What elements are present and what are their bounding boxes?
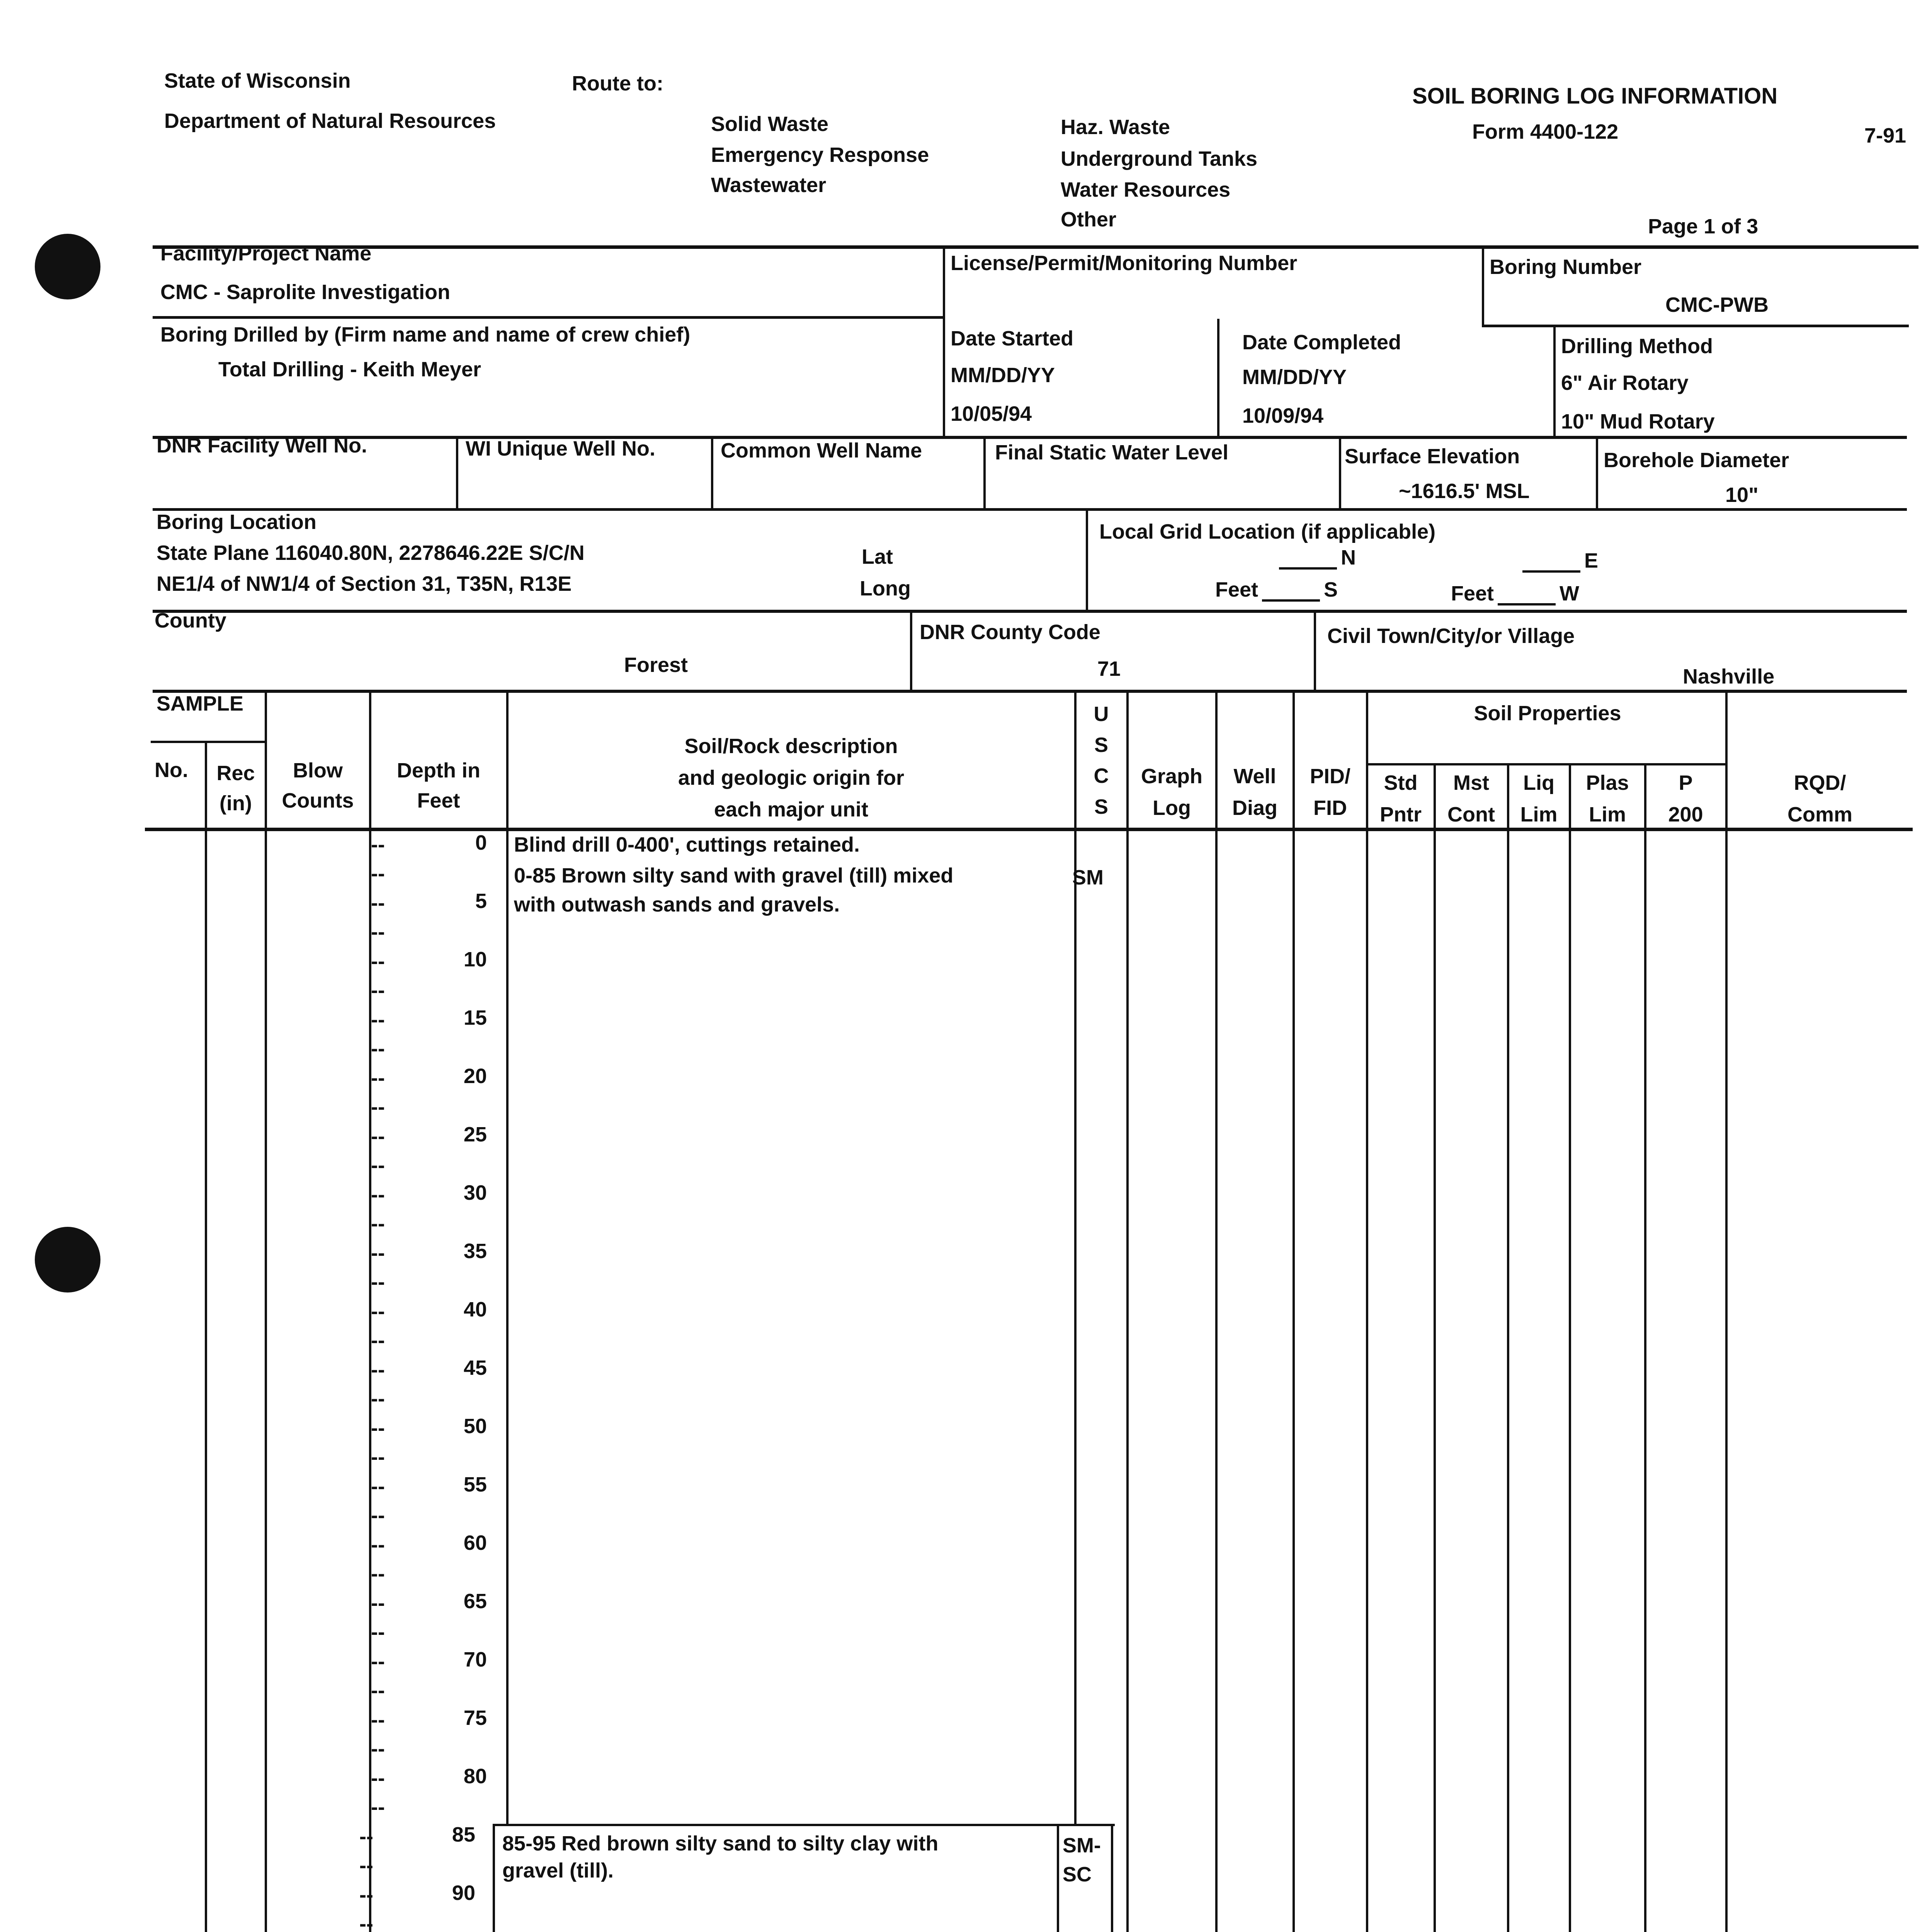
depth-tick-mark: -- — [359, 1912, 373, 1932]
depth-tick-mark: -- — [371, 1300, 385, 1323]
facility-value: CMC - Saprolite Investigation — [160, 281, 451, 304]
rule-row3 — [153, 508, 1907, 511]
state-label: State of Wisconsin — [164, 69, 351, 92]
vline-uscs-lower-b — [1111, 1824, 1113, 1932]
vline-pid — [1293, 690, 1295, 1932]
drilling-method-1: 6" Air Rotary — [1561, 371, 1689, 395]
grid-east-blank: E — [1519, 549, 1598, 573]
depth-tick-mark: -- — [371, 1737, 385, 1760]
long-label: Long — [860, 577, 911, 600]
boring-location-1: State Plane 116040.80N, 2278646.22E S/C/N — [156, 541, 585, 565]
grid-south-blank: Feet S — [1215, 578, 1338, 601]
col-blow-header: Blow Counts — [282, 759, 354, 812]
form-title: SOIL BORING LOG INFORMATION — [1412, 83, 1778, 109]
unit-divider-1 — [493, 1824, 1115, 1826]
borehole-diam-label: Borehole Diameter — [1604, 449, 1789, 472]
drilled-by-label: Boring Drilled by (Firm name and name of crew chief) — [160, 323, 690, 346]
depth-tick-mark: -- — [371, 862, 385, 885]
date-started-label: Date Started — [951, 327, 1074, 350]
depth-tick-mark: -- — [371, 1767, 385, 1790]
depth-label: 80 — [463, 1765, 487, 1788]
vline-boring-number — [1482, 245, 1484, 327]
depth-tick-mark: -- — [371, 1387, 385, 1410]
depth-tick-mark: -- — [371, 1183, 385, 1206]
vline-borehole — [1596, 437, 1598, 509]
vline-rqd — [1725, 690, 1728, 1932]
rule-top — [153, 245, 1918, 249]
form-revision: 7-91 — [1864, 124, 1906, 147]
desc-unit-1a: Blind drill 0-400', cuttings retained. — [514, 833, 860, 856]
boring-number-label: Boring Number — [1490, 255, 1642, 279]
depth-label: 50 — [463, 1415, 487, 1438]
depth-tick-mark: -- — [371, 1650, 385, 1673]
depth-label: 60 — [463, 1531, 487, 1554]
vline-license — [943, 245, 945, 439]
depth-tick-mark: -- — [359, 1883, 373, 1906]
depth-tick-mark: -- — [371, 1796, 385, 1819]
desc-unit-1c: with outwash sands and gravels. — [514, 893, 840, 916]
license-label: License/Permit/Monitoring Number — [951, 252, 1298, 275]
uscs-unit-2b: SC — [1063, 1863, 1092, 1886]
col-desc-header: Soil/Rock description and geologic origin for each major unit — [678, 735, 904, 821]
depth-tick-mark: -- — [371, 1621, 385, 1644]
date-completed-value: 10/09/94 — [1242, 404, 1324, 427]
depth-tick-mark: -- — [371, 1562, 385, 1585]
depth-label: 25 — [463, 1123, 487, 1146]
col-plas-header: Plas Lim — [1586, 771, 1629, 826]
facility-label: Facility/Project Name — [160, 242, 372, 265]
col-liq-header: Liq Lim — [1520, 771, 1558, 826]
vline-date-completed — [1217, 319, 1219, 439]
depth-tick-mark: -- — [371, 1037, 385, 1060]
depth-label: 85 — [452, 1823, 475, 1846]
uscs-unit-1: SM — [1072, 866, 1104, 889]
vline-local-grid — [1086, 509, 1088, 612]
static-water-label: Final Static Water Level — [995, 441, 1229, 464]
vline-civil-town — [1314, 611, 1316, 692]
vline-blow — [265, 690, 267, 1932]
vline-desc — [506, 690, 509, 1824]
vline-std — [1366, 690, 1368, 1932]
vline-surface-elev — [1339, 437, 1341, 509]
department-label: Department of Natural Resources — [164, 109, 496, 133]
vline-dnr-county — [910, 611, 912, 692]
depth-label: 45 — [463, 1356, 487, 1379]
borehole-diam-value: 10" — [1725, 483, 1759, 507]
vline-liq — [1507, 763, 1509, 1932]
route-option-other: Other — [1061, 208, 1117, 231]
desc-unit-1b: 0-85 Brown silty sand with gravel (till) mixed — [514, 864, 954, 887]
vline-rec — [205, 742, 207, 1932]
depth-label: 0 — [475, 831, 487, 854]
drilled-by-value: Total Drilling - Keith Meyer — [218, 358, 481, 381]
surface-elev-value: ~1616.5' MSL — [1399, 480, 1530, 503]
dnr-county-code-value: 71 — [1097, 657, 1121, 680]
depth-tick-mark: -- — [371, 1679, 385, 1702]
dnr-well-label: DNR Facility Well No. — [156, 434, 367, 457]
route-option-wastewater: Wastewater — [711, 173, 827, 197]
vline-p200 — [1644, 763, 1646, 1932]
depth-label: 90 — [452, 1881, 475, 1905]
form-number: Form 4400-122 — [1472, 120, 1619, 143]
vline-static-water — [983, 437, 986, 509]
depth-label: 20 — [463, 1065, 487, 1088]
wi-unique-label: WI Unique Well No. — [466, 437, 655, 460]
col-graph-header: Graph Log — [1141, 765, 1203, 820]
depth-tick-mark: -- — [371, 1125, 385, 1148]
drilling-method-label: Drilling Method — [1561, 335, 1713, 358]
desc-unit-2b: gravel (till). — [502, 1859, 614, 1882]
depth-tick-mark: -- — [371, 1095, 385, 1119]
county-label: County — [155, 609, 226, 632]
depth-label: 70 — [463, 1648, 487, 1671]
depth-tick-mark: -- — [371, 1066, 385, 1090]
uscs-unit-2a: SM- — [1063, 1834, 1101, 1857]
date-completed-label: Date Completed — [1242, 331, 1401, 354]
depth-label: 35 — [463, 1240, 487, 1263]
depth-tick-mark: -- — [371, 950, 385, 973]
depth-tick-mark: -- — [371, 1212, 385, 1235]
depth-tick-mark: -- — [371, 1358, 385, 1381]
depth-tick-mark: -- — [371, 1008, 385, 1031]
route-to-label: Route to: — [572, 72, 663, 95]
vline-plas — [1569, 763, 1571, 1932]
route-option-underground-tanks: Underground Tanks — [1061, 147, 1258, 170]
depth-label: 75 — [463, 1706, 487, 1730]
depth-tick-mark: -- — [371, 1504, 385, 1527]
vline-common-well — [711, 437, 713, 509]
vline-mst — [1434, 763, 1436, 1932]
depth-tick-mark: -- — [371, 1270, 385, 1294]
col-uscs-header: U S C S — [1094, 702, 1109, 818]
vline-uscs — [1074, 690, 1077, 1824]
sample-header: SAMPLE — [156, 692, 244, 715]
boring-number-value: CMC-PWB — [1665, 293, 1769, 316]
depth-label: 65 — [463, 1590, 487, 1613]
depth-tick-mark: -- — [371, 1446, 385, 1469]
lat-label: Lat — [862, 545, 893, 568]
depth-label: 40 — [463, 1298, 487, 1321]
date-started-format: MM/DD/YY — [951, 364, 1055, 387]
sample-header-rule — [151, 741, 267, 743]
depth-tick-mark: -- — [371, 1475, 385, 1498]
depth-label: 30 — [463, 1181, 487, 1204]
depth-tick-mark: -- — [359, 1854, 373, 1877]
vline-desc-lower — [493, 1824, 495, 1932]
rule-row1 — [153, 316, 945, 319]
punch-hole-top — [35, 234, 100, 299]
depth-tick-mark: -- — [371, 1242, 385, 1265]
surface-elev-label: Surface Elevation — [1345, 445, 1520, 468]
col-std-header: Std Pntr — [1380, 771, 1422, 826]
col-mst-header: Mst Cont — [1447, 771, 1495, 826]
depth-tick-mark: -- — [371, 1417, 385, 1440]
page-info: Page 1 of 3 — [1648, 215, 1759, 238]
date-completed-format: MM/DD/YY — [1242, 366, 1347, 389]
route-option-haz-waste: Haz. Waste — [1061, 116, 1170, 139]
rule-row5 — [153, 690, 1907, 693]
depth-label: 55 — [463, 1473, 487, 1496]
depth-tick-mark: -- — [359, 1825, 373, 1848]
depth-tick-mark: -- — [371, 1329, 385, 1352]
desc-unit-2a: 85-95 Red brown silty sand to silty clay with — [502, 1832, 939, 1855]
soil-properties-header: Soil Properties — [1474, 702, 1621, 725]
boring-location-label: Boring Location — [156, 510, 316, 534]
depth-tick-mark: -- — [371, 891, 385, 915]
col-rqd-header: RQD/ Comm — [1787, 771, 1852, 826]
col-no-header: No. — [155, 759, 188, 782]
grid-west-blank: Feet W — [1451, 582, 1580, 605]
drilling-method-2: 10" Mud Rotary — [1561, 410, 1715, 433]
depth-label: 5 — [475, 889, 487, 913]
depth-tick-mark: -- — [371, 1154, 385, 1177]
vline-wi-unique — [456, 437, 458, 509]
vline-graph — [1126, 690, 1129, 1932]
depth-tick-mark: -- — [371, 1533, 385, 1556]
punch-hole-middle — [35, 1227, 100, 1293]
soil-props-header-rule — [1368, 763, 1727, 765]
local-grid-label: Local Grid Location (if applicable) — [1099, 520, 1436, 543]
rule-row4 — [153, 610, 1907, 613]
rule-row1b — [1484, 325, 1909, 327]
civil-town-value: Nashville — [1683, 665, 1775, 688]
date-started-value: 10/05/94 — [951, 402, 1032, 425]
depth-tick-mark: -- — [371, 1592, 385, 1615]
route-option-water-resources: Water Resources — [1061, 178, 1231, 201]
route-option-solid-waste: Solid Waste — [711, 112, 829, 136]
col-pid-header: PID/ FID — [1310, 765, 1351, 820]
col-p200-header: P 200 — [1668, 771, 1703, 826]
depth-label: 15 — [463, 1006, 487, 1029]
dnr-county-code-label: DNR County Code — [920, 621, 1100, 644]
route-option-emergency-response: Emergency Response — [711, 143, 929, 167]
col-depth-header: Depth in Feet — [397, 759, 480, 812]
grid-north-blank: N — [1275, 546, 1356, 570]
common-well-label: Common Well Name — [721, 439, 922, 462]
depth-label: 10 — [463, 948, 487, 971]
depth-tick-mark: -- — [371, 920, 385, 944]
vline-drilling-method — [1553, 327, 1556, 439]
boring-location-2: NE1/4 of NW1/4 of Section 31, T35N, R13E — [156, 572, 572, 595]
col-well-header: Well Diag — [1232, 765, 1278, 820]
vline-well — [1215, 690, 1218, 1932]
civil-town-label: Civil Town/City/or Village — [1327, 624, 1575, 648]
county-value: Forest — [624, 653, 688, 677]
rule-row2 — [153, 436, 1907, 439]
vline-uscs-lower — [1057, 1824, 1059, 1932]
depth-tick-mark: -- — [371, 1708, 385, 1731]
col-rec-header: Rec (in) — [216, 762, 255, 815]
depth-tick-mark: -- — [371, 833, 385, 856]
depth-tick-mark: -- — [371, 979, 385, 1002]
